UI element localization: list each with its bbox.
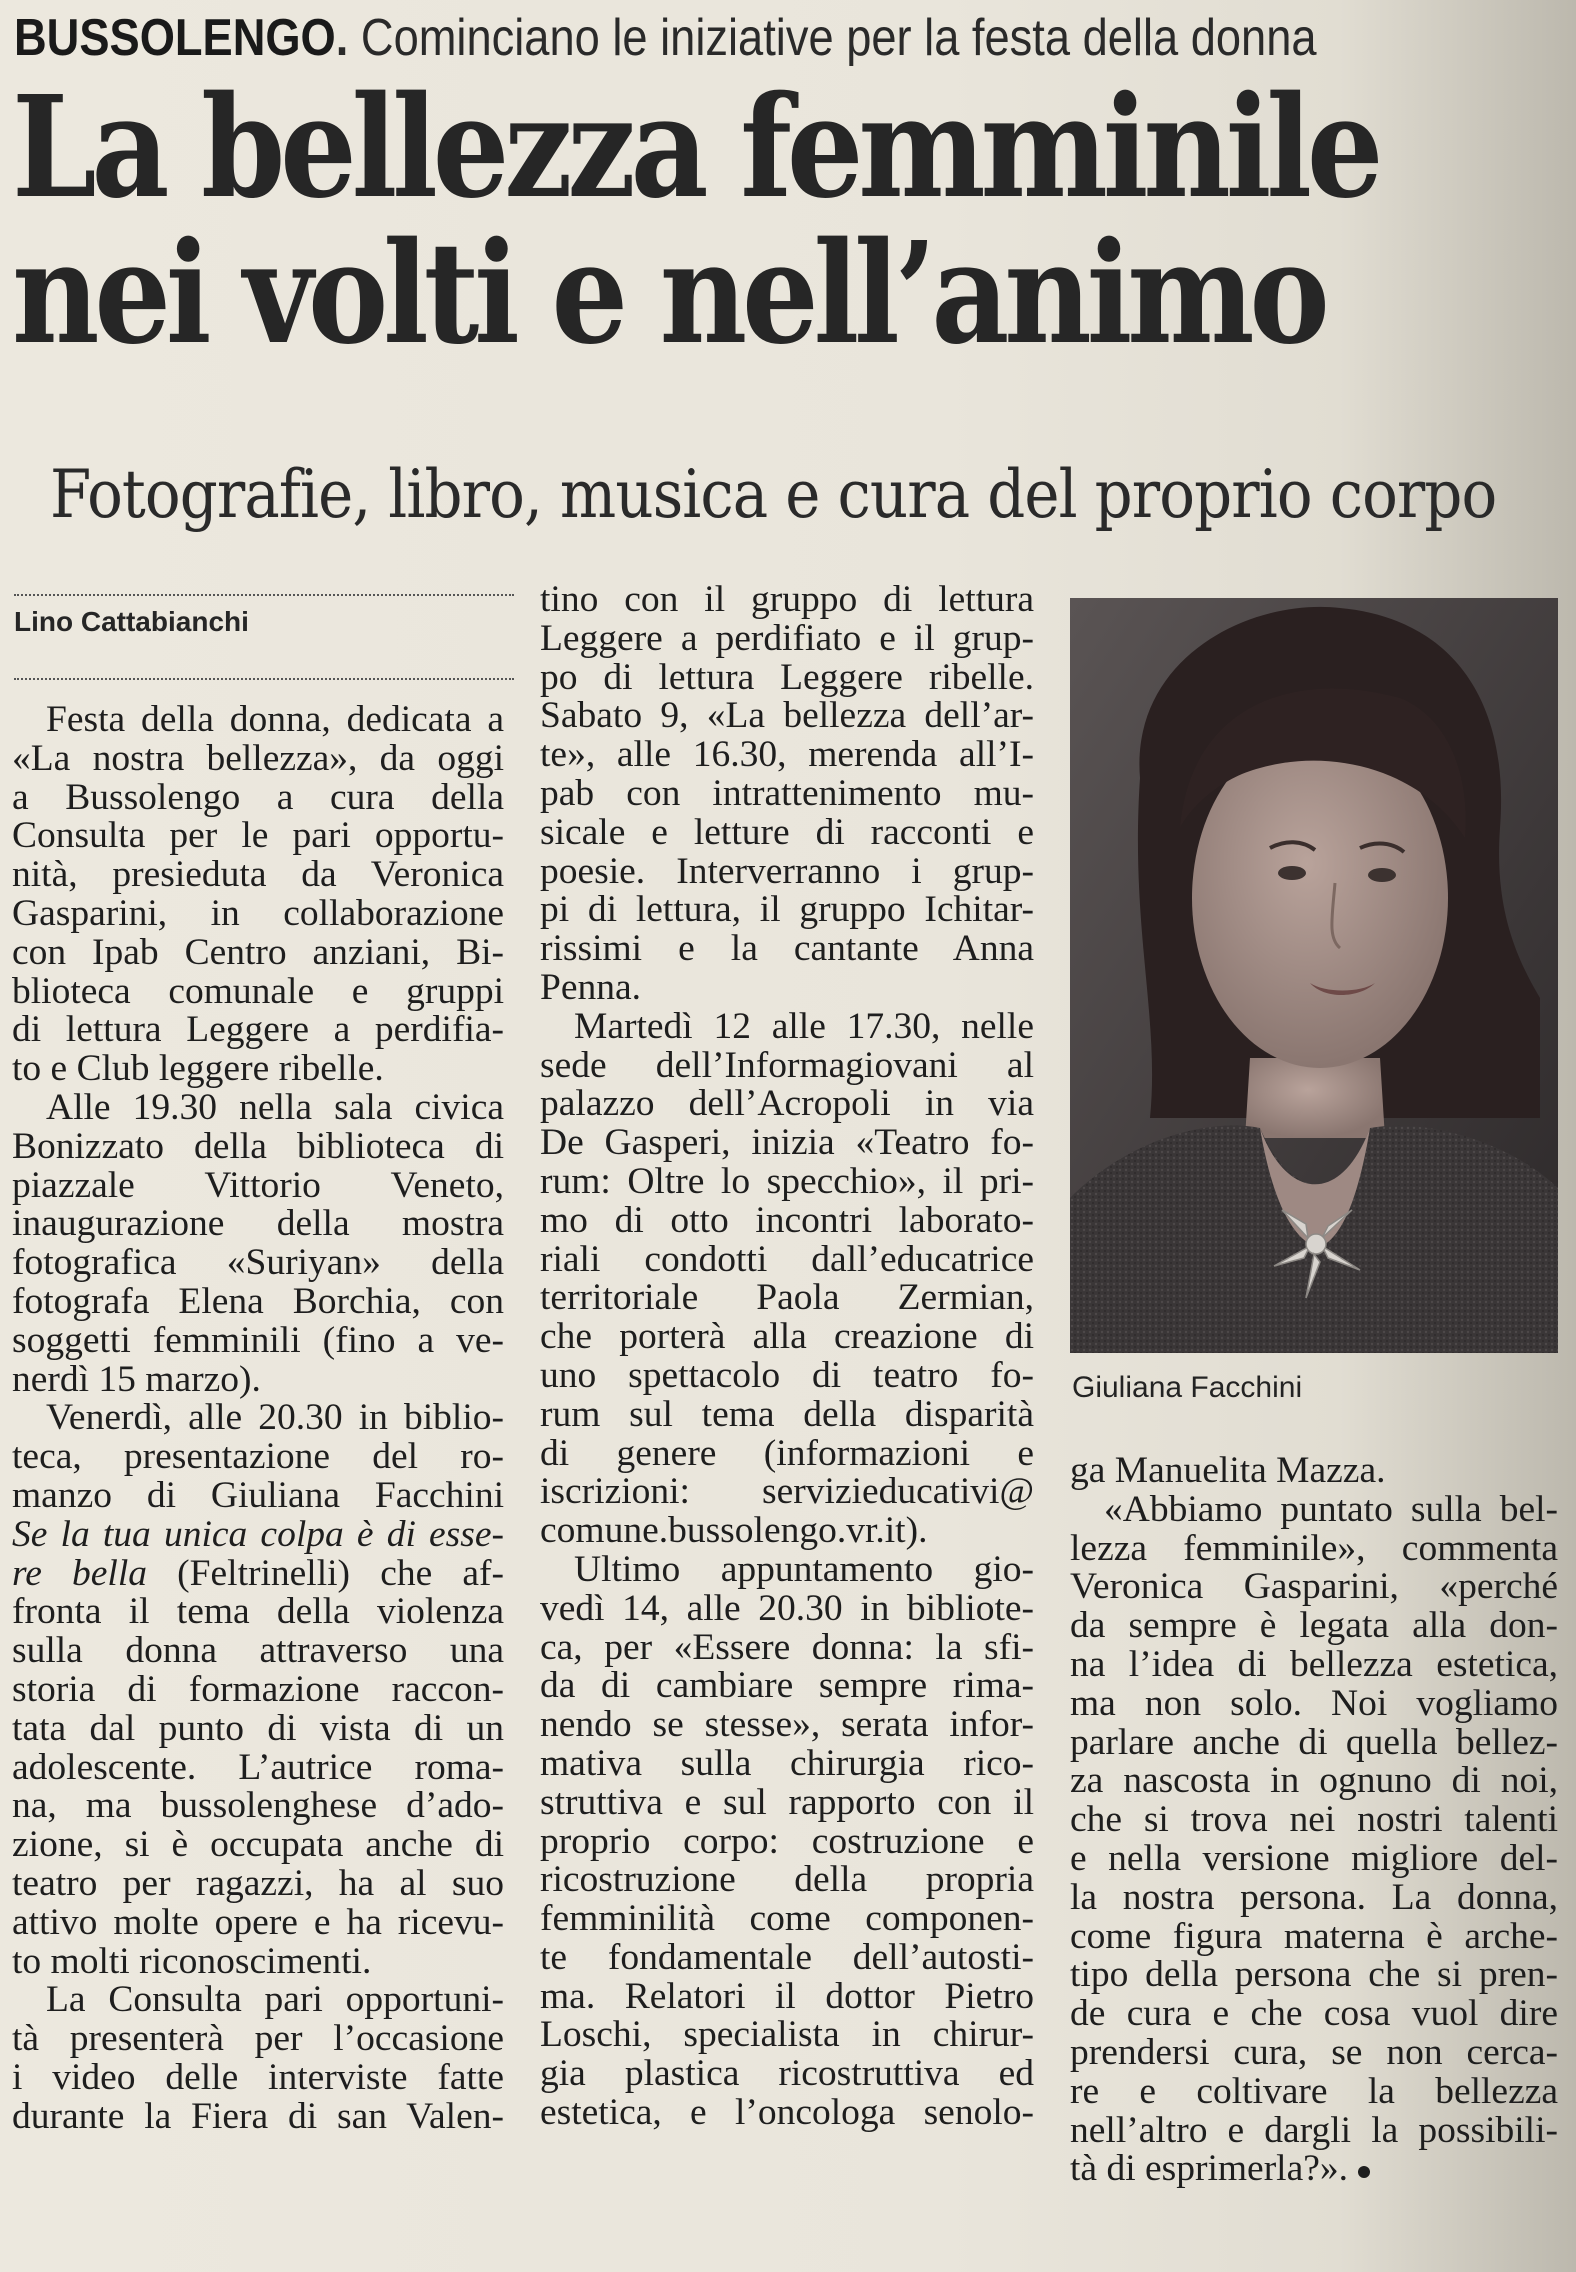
text-line: proprio corpo: costruzione e: [540, 1822, 1034, 1862]
text-line: Consulta per le pari opportu-: [12, 817, 504, 857]
text-line: la nostra persona. La donna,: [1070, 1878, 1558, 1918]
headline: [12, 66, 1543, 376]
text-line: Bonizzato della biblioteca di: [12, 1127, 504, 1167]
text-line: nell’altro e dargli la possibili-: [1070, 2111, 1558, 2151]
text-line: manzo di Giuliana Facchini: [12, 1476, 504, 1516]
photo-caption: Giuliana Facchini: [1072, 1371, 1303, 1404]
text-line: mativa sulla chirurgia rico-: [540, 1744, 1034, 1784]
byline-rule-top: [14, 594, 514, 596]
text-line: nerdì 15 marzo).: [12, 1360, 261, 1400]
text-line: fotografica «Suriyan» della: [12, 1244, 504, 1283]
text-line: pi di lettura, il gruppo Ichitar-: [540, 891, 1034, 931]
text-line: i video delle interviste fatte: [12, 2058, 504, 2098]
byline-rule-bottom: [14, 678, 514, 680]
text-line: fotografa Elena Borchia, con: [12, 1282, 504, 1322]
end-of-article-mark: [1358, 2166, 1370, 2178]
text-line: po di lettura Leggere ribelle.: [540, 658, 1034, 698]
text-line: Sabato 9, «La bellezza dell’ar-: [540, 697, 1034, 737]
text-line: to e Club leggere ribelle.: [12, 1050, 384, 1089]
text-line: gia plastica ricostruttiva ed: [540, 2055, 1034, 2095]
text-line: Festa della donna, dedicata a: [46, 701, 504, 740]
text-line: da di cambiare sempre rima-: [540, 1667, 1034, 1707]
text-line: piazzale Vittorio Veneto,: [12, 1166, 504, 1206]
text-line: attivo molte opere e ha ricevu-: [12, 1903, 504, 1943]
text-line: adolescente. L’autrice roma-: [12, 1748, 504, 1788]
text-line: nità, presieduta da Veronica: [12, 856, 504, 895]
text-line: poesie. Interverranno i grup-: [540, 852, 1034, 892]
text-line: re bella (Feltrinelli) che af-: [12, 1554, 504, 1594]
text-line: rum sul tema della disparità: [540, 1395, 1034, 1435]
text-line: te fondamentale dell’autosti-: [540, 1938, 1034, 1978]
text-line: «La nostra bellezza», da oggi: [12, 739, 504, 779]
text-line: estetica, e l’oncologa senolo-: [540, 2094, 1034, 2133]
text-line: tata dal punto di vista di un: [12, 1709, 504, 1749]
kicker-text: Cominciano le iniziative per la festa della donna: [360, 9, 1317, 67]
article-column-3: [1070, 1452, 1558, 2189]
text-line: soggetti femminili (fino a ve-: [12, 1321, 504, 1361]
text-line: territoriale Paola Zermian,: [540, 1279, 1034, 1319]
text-line: na l’idea di bellezza estetica,: [1070, 1645, 1558, 1685]
text-line: tino con il gruppo di lettura: [540, 581, 1034, 620]
text-line: rum: Oltre lo specchio», il pri-: [540, 1162, 1034, 1202]
text-line: ga Manuelita Mazza.: [1070, 1452, 1386, 1491]
text-line: fronta il tema della violenza: [12, 1593, 504, 1633]
text-line: Loschi, specialista in chirur-: [540, 2016, 1034, 2056]
text-line: Penna.: [540, 968, 642, 1008]
text-line: inaugurazione della mostra: [12, 1205, 504, 1245]
text-line: struttiva e sul rapporto con il: [540, 1783, 1034, 1823]
text-line: lezza femminile», commenta: [1070, 1529, 1558, 1569]
text-line: ma. Relatori il dottor Pietro: [540, 1977, 1034, 2017]
text-line: prendersi cura, se non cerca-: [1070, 2033, 1558, 2073]
text-line: come figura materna è arche-: [1070, 1917, 1558, 1957]
text-line: che si trova nei nostri talenti: [1070, 1801, 1558, 1840]
portrait-image: [1070, 598, 1558, 1353]
headline-line-1: La bellezza femminile: [12, 66, 1379, 230]
portrait-photo: [1070, 598, 1558, 1353]
text-line: De Gasperi, inizia «Teatro fo-: [540, 1124, 1034, 1163]
headline-line-2: nei volti e nell’animo: [12, 212, 1325, 376]
text-line: ricostruzione della propria: [540, 1861, 1034, 1901]
text-line: tà di esprimerla?».: [1070, 2150, 1558, 2189]
text-line: tà presenterà per l’occasione: [12, 2020, 504, 2059]
text-line: femminilità come componen-: [540, 1900, 1034, 1939]
article-column-2: [540, 581, 1034, 2133]
text-line: re e coltivare la bellezza: [1070, 2072, 1558, 2112]
text-line: tipo della persona che si pren-: [1070, 1956, 1558, 1996]
text-line: pab con intrattenimento mu-: [540, 774, 1034, 814]
text-line: Se la tua unica colpa è di esse-: [12, 1515, 504, 1555]
text-line: Venerdì, alle 20.30 in biblio-: [46, 1399, 504, 1439]
text-line: nendo se stesse», serata infor-: [540, 1706, 1034, 1745]
text-line: parlare anche di quella bellez-: [1070, 1723, 1558, 1763]
kicker: BUSSOLENGO. Cominciano le iniziative per la festa della donna: [14, 9, 1317, 67]
text-line: za nascosta in ognuno di noi,: [1070, 1762, 1558, 1802]
byline: Lino Cattabianchi: [14, 606, 249, 637]
text-line: sede dell’Informagiovani al: [540, 1046, 1034, 1086]
text-line: Martedì 12 alle 17.30, nelle: [574, 1007, 1034, 1047]
text-line: iscrizioni: servizieducativi@: [540, 1473, 1034, 1513]
text-line: blioteca comunale e gruppi: [12, 972, 504, 1012]
text-line: durante la Fiera di san Valen-: [12, 2097, 504, 2137]
text-line: Veronica Gasparini, «perché: [1070, 1568, 1558, 1608]
text-line: da sempre è legata alla don-: [1070, 1607, 1558, 1646]
text-line: to molti riconoscimenti.: [12, 1942, 372, 1982]
text-line: ca, per «Essere donna: la sfi-: [540, 1628, 1034, 1668]
text-line: che porterà alla creazione di: [540, 1318, 1034, 1357]
text-line: e nella versione migliore del-: [1070, 1839, 1558, 1879]
text-line: zione, si è occupata anche di: [12, 1826, 504, 1865]
text-line: di lettura Leggere a perdifia-: [12, 1011, 504, 1051]
text-line: mo di otto incontri laborato-: [540, 1201, 1034, 1241]
text-line: comune.bussolengo.vr.it).: [540, 1512, 928, 1551]
text-line: riali condotti dall’educatrice: [540, 1240, 1034, 1280]
article-column-1: [12, 701, 504, 2136]
text-line: «Abbiamo puntato sulla bel-: [1104, 1490, 1558, 1530]
text-line: La Consulta pari opportuni-: [46, 1981, 504, 2021]
text-line: storia di formazione raccon-: [12, 1670, 504, 1710]
text-line: te», alle 16.30, merenda all’I-: [540, 736, 1034, 775]
text-line: uno spettacolo di teatro fo-: [540, 1356, 1034, 1396]
text-line: de cura e che cosa vuol dire: [1070, 1995, 1558, 2034]
text-line: Leggere a perdifiato e il grup-: [540, 619, 1034, 659]
text-line: di genere (informazioni e: [540, 1434, 1034, 1474]
kicker-place: BUSSOLENGO: [14, 9, 336, 67]
text-line: a Bussolengo a cura della: [12, 778, 504, 818]
text-line: palazzo dell’Acropoli in via: [540, 1085, 1034, 1125]
text-line: Ultimo appuntamento gio-: [574, 1550, 1034, 1590]
text-line: con Ipab Centro anziani, Bi-: [12, 933, 504, 973]
text-line: vedì 14, alle 20.30 in bibliote-: [540, 1589, 1034, 1629]
text-line: rissimi e la cantante Anna: [540, 930, 1034, 969]
text-line: sulla donna attraverso una: [12, 1632, 504, 1671]
text-line: teca, presentazione del ro-: [12, 1438, 504, 1477]
text-line: Alle 19.30 nella sala civica: [46, 1088, 504, 1128]
text-line: Gasparini, in collaborazione: [12, 894, 504, 934]
text-line: teatro per ragazzi, ha al suo: [12, 1864, 504, 1904]
text-line: na, ma bussolenghese d’ado-: [12, 1787, 504, 1827]
text-line: sicale e letture di racconti e: [540, 813, 1034, 853]
text-line: ma non solo. Noi vogliamo: [1070, 1684, 1558, 1724]
subheadline: Fotografie, libro, musica e cura del proprio corpo: [50, 456, 1497, 533]
